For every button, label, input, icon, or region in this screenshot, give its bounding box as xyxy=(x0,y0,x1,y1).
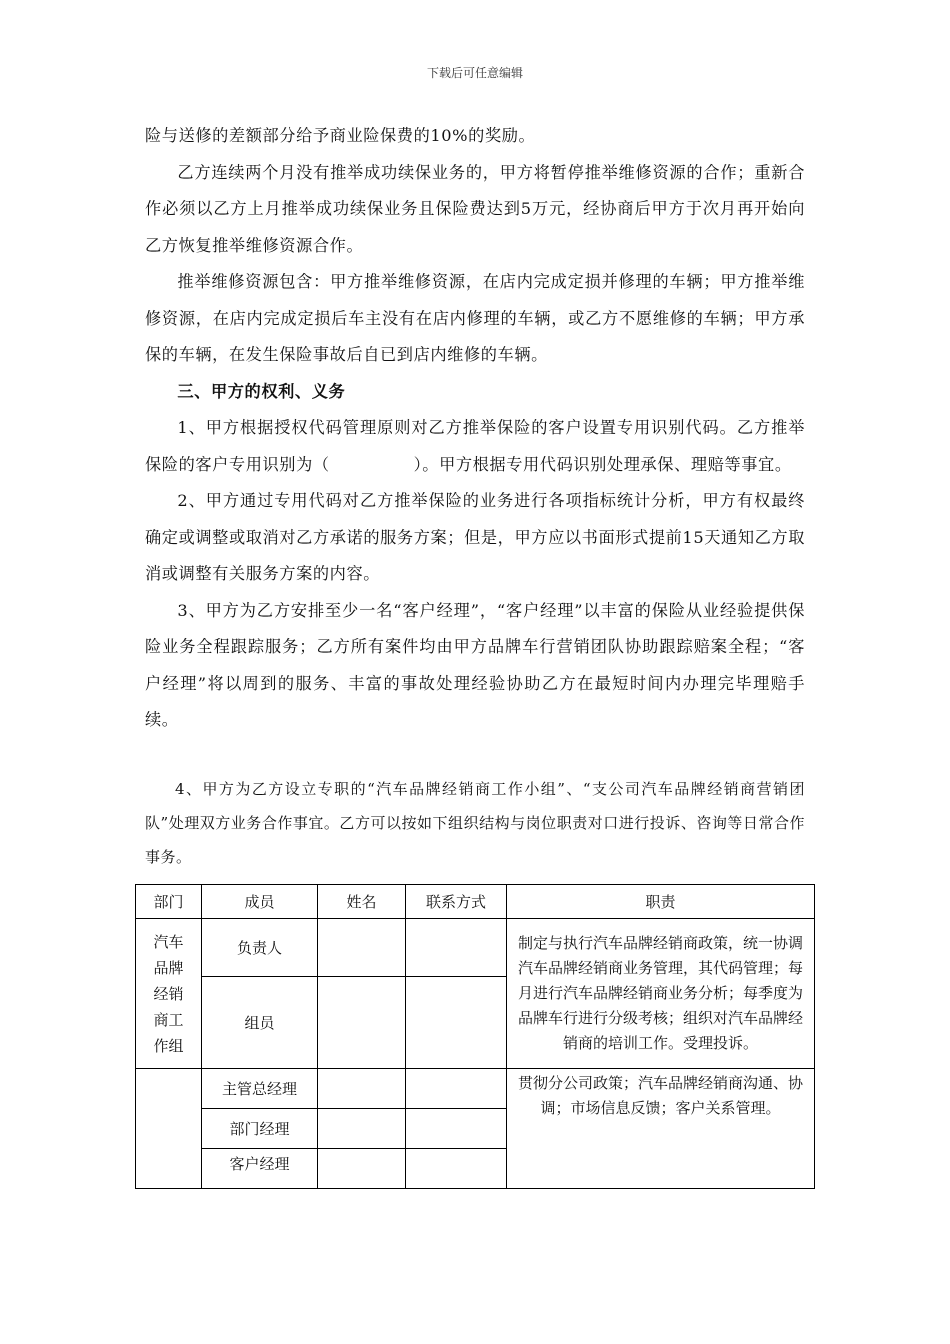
table-row xyxy=(136,919,815,977)
section-heading: 三、甲方的权利、义务 xyxy=(177,381,346,401)
contact-cell xyxy=(406,977,507,1069)
name-cell xyxy=(318,919,406,977)
body-text-small xyxy=(145,772,805,874)
member-cell: 客户经理 xyxy=(202,1149,318,1189)
header-cell-member: 成员 xyxy=(202,885,318,919)
name-cell xyxy=(318,1149,406,1189)
member-cell: 主管总经理 xyxy=(202,1069,318,1109)
dept-label: 汽车品牌经销商工作组 xyxy=(153,932,184,1055)
member-cell: 部门经理 xyxy=(202,1109,318,1149)
contact-cell xyxy=(406,1149,507,1189)
page-header: 下载后可任意编辑 xyxy=(426,66,523,80)
header-cell-name: 姓名 xyxy=(318,885,406,919)
clause-4: 4、甲方为乙方设立专职的“汽车品牌经销商工作小组”、“支公司汽车品牌经销商营销团队”处理双方业务合作事宜。乙方可以按如下组织结构与岗位职责对口进行投诉、咨询等日常合作事务。 xyxy=(145,780,805,866)
table-row xyxy=(136,1069,815,1109)
clause-1: 1、甲方根据授权代码管理原则对乙方推举保险的客户设置专用识别代码。乙方推举保险的客户专用识别为（ ）。甲方根据专用代码识别处理承保、理赔等事宜。 xyxy=(145,418,805,474)
name-cell xyxy=(318,1109,406,1149)
name-cell xyxy=(318,977,406,1069)
header-cell-duty: 职责 xyxy=(507,885,815,919)
header-cell-contact: 联系方式 xyxy=(406,885,507,919)
dept-cell-workgroup xyxy=(136,919,202,1069)
dept-cell-sales-team xyxy=(136,1069,202,1189)
contact-cell xyxy=(406,1109,507,1149)
duty-cell: 贯彻分公司政策；汽车品牌经销商沟通、协调；市场信息反馈；客户关系管理。 xyxy=(507,1069,815,1189)
clause-3: 3、甲方为乙方安排至少一名“客户经理”，“客户经理”以丰富的保险从业经验提供保险业务全程跟踪服务；乙方所有案件均由甲方品牌车行营销团队协助跟踪赔案全程；“客户经理”将以周到的服务、丰富的事故处理经验协助乙方在最短时间内办理完毕理赔手续。 xyxy=(145,600,805,729)
table-header-row xyxy=(136,885,815,919)
name-cell xyxy=(318,1069,406,1109)
contact-cell xyxy=(406,919,507,977)
contact-cell xyxy=(406,1069,507,1109)
org-table xyxy=(135,884,815,1189)
clause-2: 2、甲方通过专用代码对乙方推举保险的业务进行各项指标统计分析，甲方有权最终确定或调整或取消对乙方承诺的服务方案；但是，甲方应以书面形式提前15天通知乙方取消或调整有关服务方案的内容。 xyxy=(145,491,805,583)
paragraph-suspension: 乙方连续两个月没有推举成功续保业务的，甲方将暂停推举维修资源的合作；重新合作必须以乙方上月推举成功续保业务且保险费达到5万元，经协商后甲方于次月再开始向乙方恢复推举维修资源合作。 xyxy=(145,162,805,255)
member-cell: 负责人 xyxy=(202,919,318,977)
paragraph-repair-resources: 推举维修资源包含：甲方推举维修资源，在店内完成定损并修理的车辆；甲方推举维修资源，在店内完成定损后车主没有在店内修理的车辆，或乙方不愿维修的车辆；甲方承保的车辆，在发生保险事故后自已到店内维修的车辆。 xyxy=(145,272,805,364)
member-cell: 组员 xyxy=(202,977,318,1069)
duty-cell: 制定与执行汽车品牌经销商政策，统一协调汽车品牌经销商业务管理，其代码管理；每月进行汽车品牌经销商业务分析；每季度为品牌车行进行分级考核；组织对汽车品牌经销商的培训工作。受理投诉。 xyxy=(507,919,815,1069)
paragraph-continuation: 险与送修的差额部分给予商业险保费的10%的奖励。 xyxy=(145,126,536,145)
body-text xyxy=(145,118,805,739)
header-cell-dept: 部门 xyxy=(136,885,202,919)
